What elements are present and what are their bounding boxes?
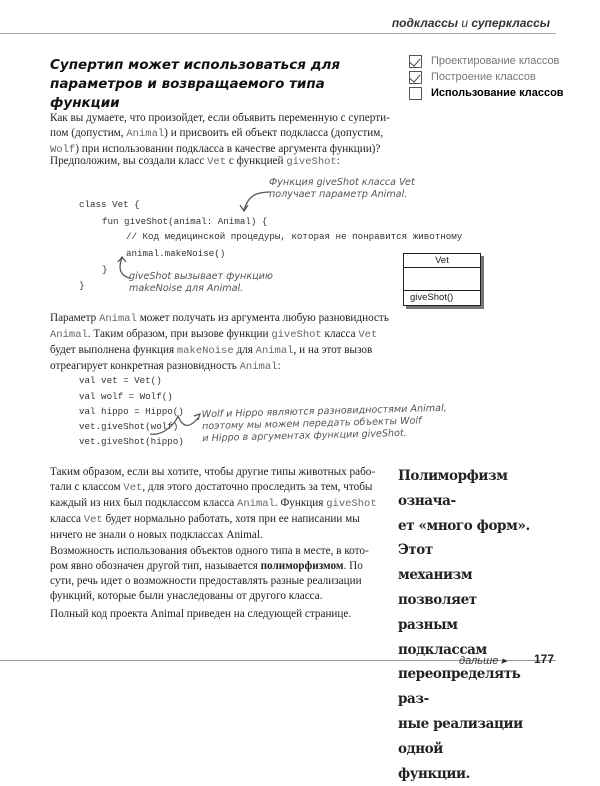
title-line-2: параметров и возвращаемого типа функции (50, 76, 325, 111)
annotation-line: Wolf и Hippo являются разновидностями Animal, (201, 402, 447, 421)
uml-class-name: Vet (404, 254, 480, 268)
text: Параметр (50, 312, 100, 324)
text: отреагирует конкретная разновидность (50, 360, 240, 372)
text: , для этого достаточно проследить за тем, чтобы (142, 481, 373, 493)
annotation-line: makeNoise для Animal. (129, 283, 244, 294)
annotation-arrow-icon (236, 188, 276, 218)
next-label: дальше (459, 655, 499, 667)
polymorphism-callout (398, 464, 546, 786)
callout-line: Полиморфизм означа- (398, 468, 508, 509)
text-line: Возможность использования объектов одного типа в месте, в кото- (50, 545, 369, 557)
intro-line (50, 126, 395, 142)
annotation-line: и Hippo в аргументах функции giveShot. (202, 427, 407, 445)
code-term: Vet (83, 514, 103, 526)
code-line: } (79, 280, 85, 291)
bracket-arrow-icon (148, 406, 208, 450)
text: может получать из аргумента любую разновидность (136, 312, 389, 324)
progress-checklist (409, 53, 564, 101)
code-line: fun giveShot(animal: Animal) { (102, 216, 268, 227)
checklist-item-design (409, 53, 564, 69)
code-term: Vet (123, 482, 143, 494)
page-title (50, 56, 350, 113)
text: будет выполнена функция (50, 344, 177, 356)
annotation-line: поэтому мы можем передать объекты Wolf (201, 415, 422, 433)
checklist-label: Использование классов (431, 87, 564, 99)
text-line (50, 496, 395, 512)
code-line: val vet = Vet() (79, 375, 162, 386)
annotation-giveshot-param (269, 177, 415, 201)
callout-line: ет «много форм». Этот (398, 517, 530, 559)
code-line: vet.giveShot(wolf) (79, 421, 179, 432)
code-line: val hippo = Hippo() (79, 406, 184, 417)
callout-line: ные реализации одной (398, 715, 523, 757)
code-line: // Код медицинской процедуры, которая не понравится животному (126, 231, 463, 242)
bottom-paragraph-3: Полный код проекта Animal приведен на следующей странице. (50, 608, 352, 620)
code-line: animal.makeNoise() (126, 248, 226, 259)
text: Предположим, вы создали класс (50, 155, 208, 167)
annotation-makenoise (129, 271, 273, 295)
uml-class-vet (403, 253, 481, 306)
checkbox-checked-icon (409, 55, 422, 68)
text: ром явно обозначен другой тип, называется (50, 560, 261, 572)
header-conj: и (458, 16, 472, 30)
text: каждый из них был подклассом класса (50, 497, 238, 509)
checkbox-empty-icon (409, 87, 422, 100)
text-line (50, 512, 395, 528)
bottom-paragraph-2 (50, 544, 395, 604)
middle-paragraph (50, 311, 395, 375)
annotation-polymorph-args (202, 403, 448, 445)
text-line: функций, которые были унаследованы от другого класса. (50, 590, 323, 602)
header-rule (0, 33, 556, 34)
text: ) при использовании подкласса в качестве аргумента функции)? (75, 143, 381, 155)
bold-term: полиморфизмом (260, 560, 344, 572)
uml-attributes (404, 268, 480, 291)
callout-line: переопределять раз- (398, 666, 521, 708)
intro-paragraph (50, 111, 395, 158)
text-line (50, 343, 395, 359)
text: , и на этот вызов (293, 344, 373, 356)
next-arrow-icon: ▸ (501, 655, 507, 667)
bottom-paragraph-1 (50, 465, 395, 543)
text-line: сути, речь идет о возможности предоставлять разные реализации (50, 575, 362, 587)
text-line (50, 311, 395, 327)
code-term: giveShot (271, 329, 322, 341)
text: тали с классом (50, 481, 124, 493)
text: будет нормально работать, хотя при ее написании мы (102, 513, 360, 525)
text-line (50, 480, 395, 496)
code-term: giveShot (326, 498, 377, 510)
text: : (336, 155, 340, 167)
text: класса (50, 513, 84, 525)
code-term: Wolf (50, 144, 76, 156)
page-number: 177 (534, 652, 555, 666)
code-line: class Vet { (79, 199, 140, 210)
callout-line: механизм позволяет (398, 567, 477, 608)
uml-method: giveShot() (410, 292, 454, 303)
checklist-item-build (409, 69, 564, 85)
code-line: vet.giveShot(hippo) (79, 436, 184, 447)
text: . Функция (274, 497, 327, 509)
text: : (277, 360, 281, 372)
text: для (233, 344, 256, 356)
code-term: Animal (50, 329, 88, 341)
intro-line: Как вы думаете, что произойдет, если объявить переменную с суперти- (50, 112, 390, 124)
text: ) и присвоить ей объект подкласса (допустим, (164, 127, 384, 139)
code-line: } (102, 264, 108, 275)
header-part1: подклассы (391, 16, 459, 30)
text: . По (343, 560, 363, 572)
next-page-link[interactable] (459, 654, 507, 667)
code-term: giveShot (286, 156, 337, 168)
callout-line: разным подклассам (398, 616, 487, 658)
text-line: ничего не знали о новых подклассах Animal. (50, 529, 263, 541)
code-term: makeNoise (176, 345, 234, 357)
annotation-line: Функция giveShot класса Vet (269, 177, 415, 188)
text-line: Таким образом, если вы хотите, чтобы другие типы животных рабо- (50, 466, 376, 478)
code-term: Vet (358, 329, 378, 341)
title-line-1: Супертип может использоваться для (50, 57, 341, 73)
code-term: Animal (255, 345, 294, 357)
section-header (392, 16, 550, 30)
text-line (50, 359, 395, 375)
text-line (50, 559, 395, 574)
checklist-item-use (409, 85, 564, 101)
annotation-line: получает параметр Animal. (269, 189, 408, 200)
text: пом (допустим, (50, 127, 127, 139)
code-term: Vet (207, 156, 227, 168)
text: . Таким образом, при вызове функции (87, 328, 272, 340)
checkbox-checked-icon (409, 71, 422, 84)
annotation-arrow-icon (112, 254, 134, 282)
code-term: Animal (237, 498, 275, 510)
header-part2: суперклассы (471, 16, 550, 30)
text: с функцией (226, 155, 287, 167)
text-line (50, 327, 395, 343)
code-line: val wolf = Wolf() (79, 391, 173, 402)
checklist-label: Проектирование классов (431, 55, 560, 67)
code-term: Animal (126, 128, 165, 140)
text: класса (321, 328, 359, 340)
checklist-label: Построение классов (431, 71, 536, 83)
intro-paragraph-2 (50, 154, 395, 170)
code-term: Animal (239, 361, 278, 373)
code-term: Animal (99, 313, 137, 325)
callout-line: функции. (398, 765, 470, 782)
annotation-line: giveShot вызывает функцию (129, 271, 273, 282)
